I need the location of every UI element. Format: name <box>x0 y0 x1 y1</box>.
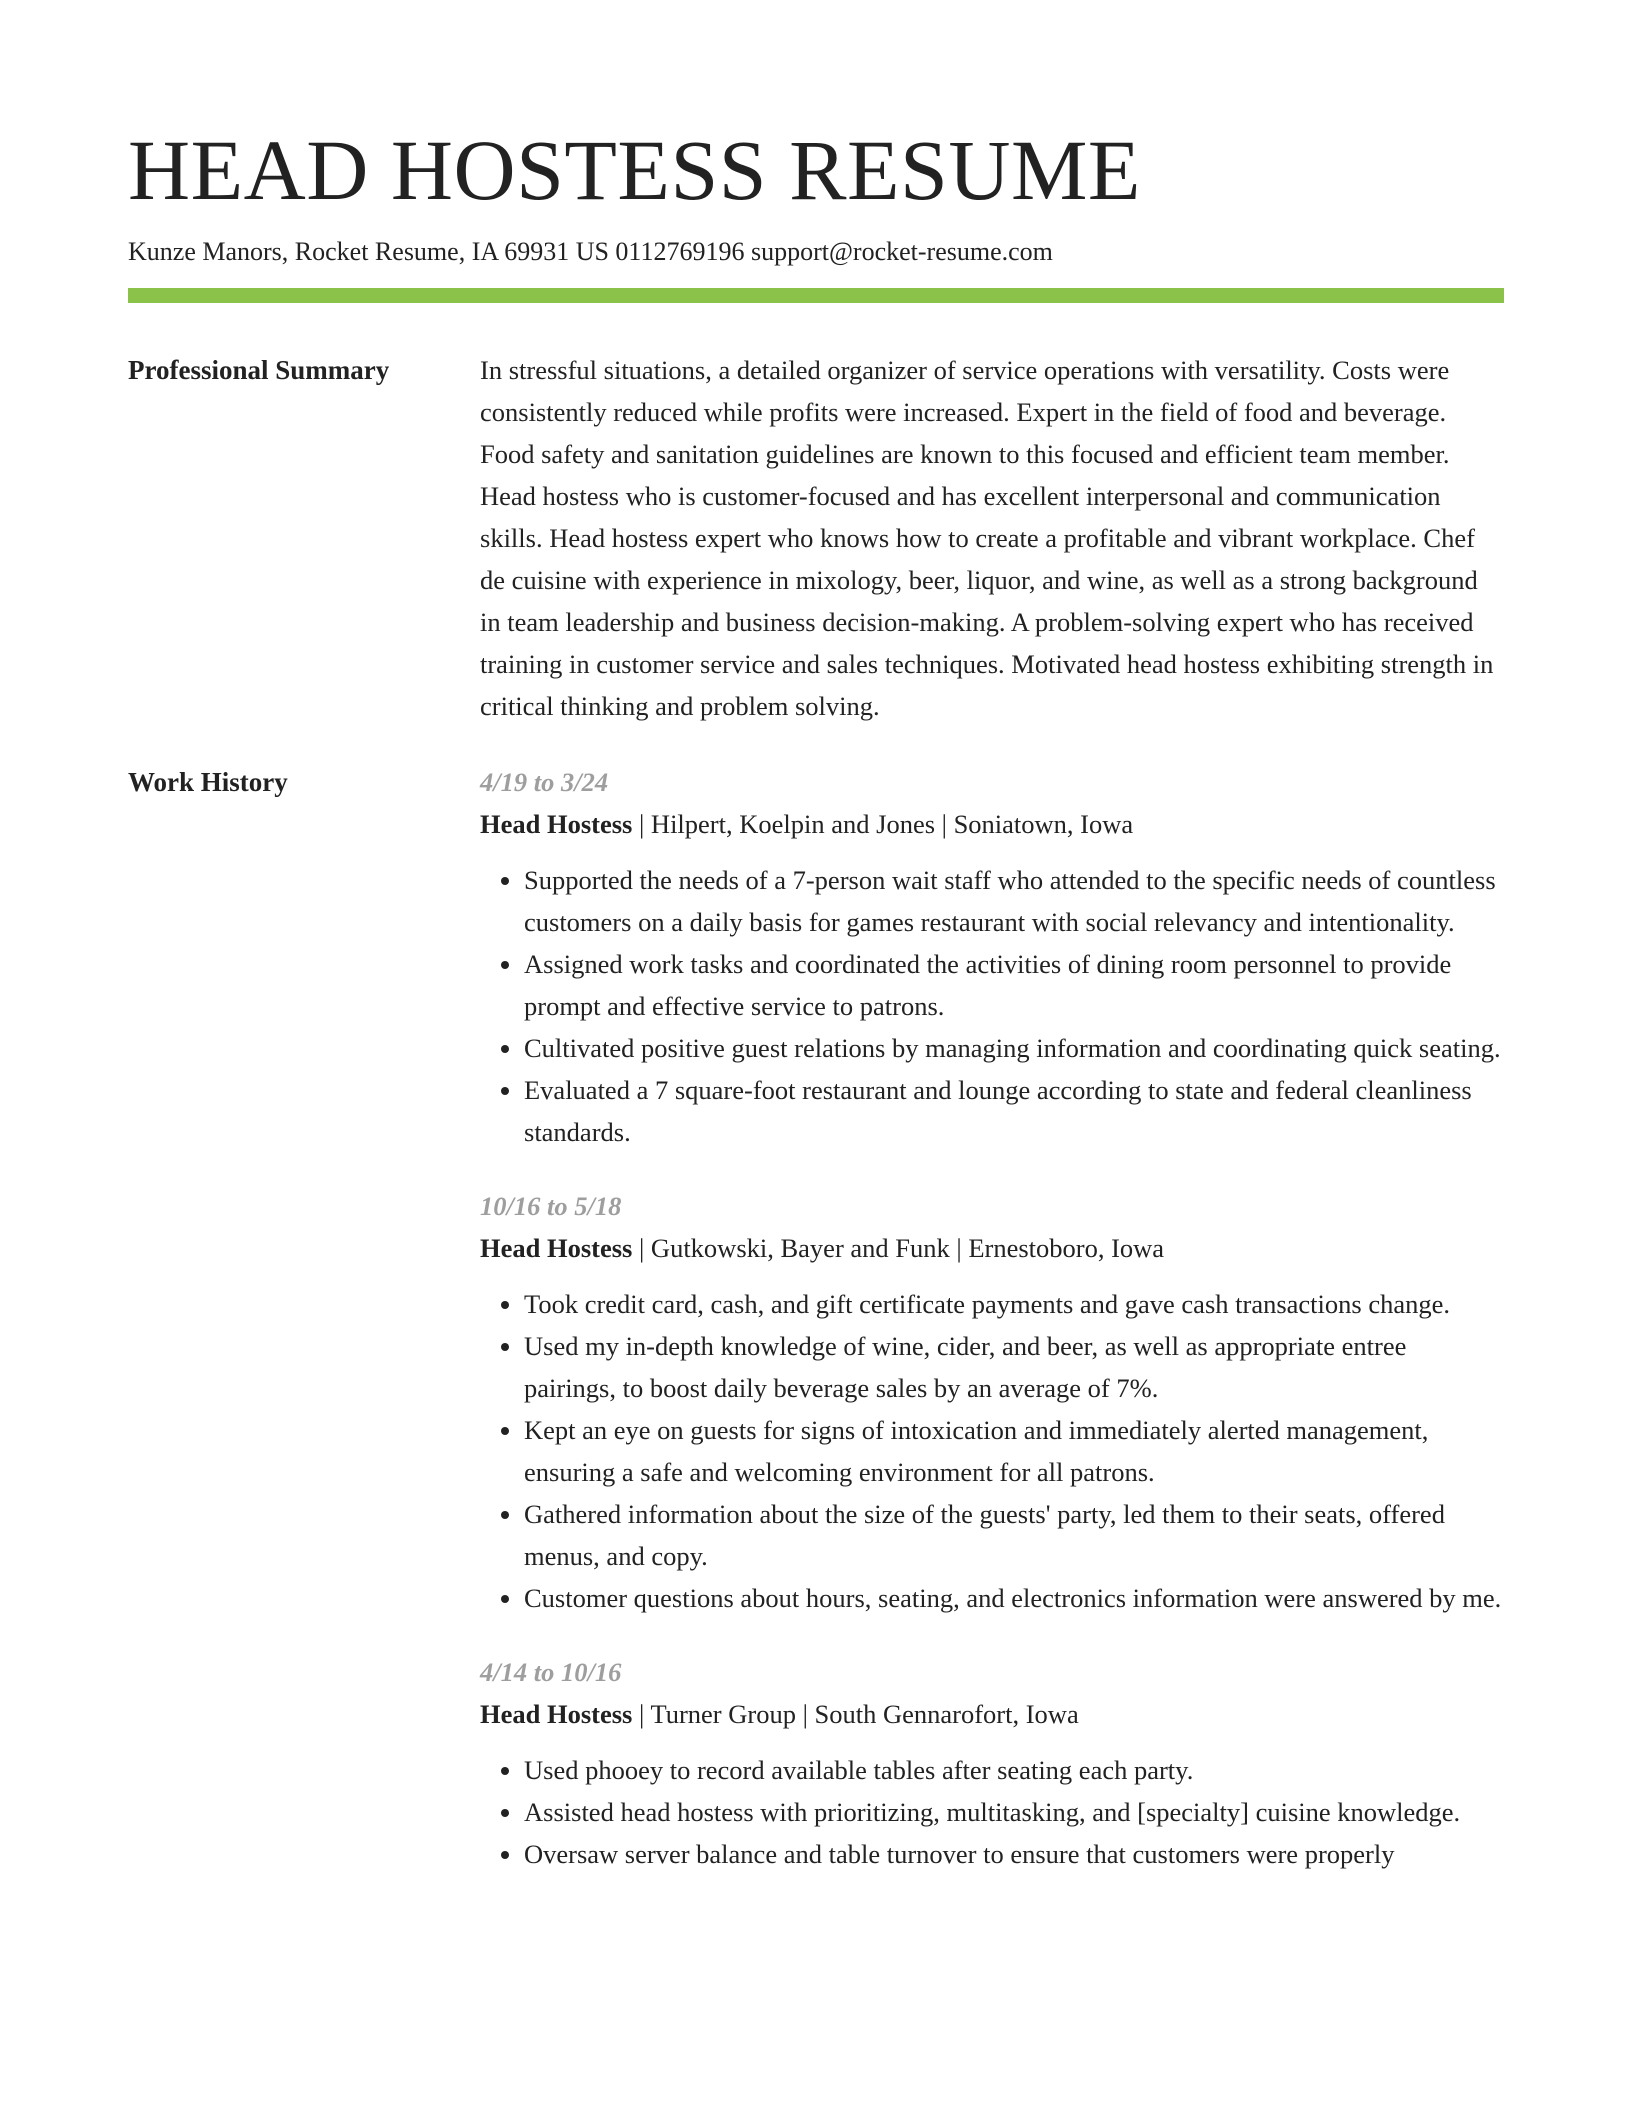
page-title: HEAD HOSTESS RESUME <box>128 122 1141 218</box>
job-heading <box>480 803 1504 845</box>
job-bullet: • Took credit card, cash, and gift certificate payments and gave cash transactions change. <box>524 1283 1504 1325</box>
job-dates: 4/19 to 3/24 <box>480 767 609 797</box>
job-bullet: • Used my in-depth knowledge of wine, cider, and beer, as well as appropriate entree pairings, to boost daily beverage sales by an average of 7%. <box>524 1325 1504 1409</box>
summary-heading: Professional Summary <box>128 355 390 385</box>
job-employer-location: | Turner Group | South Gennarofort, Iowa <box>632 1699 1079 1729</box>
job-bullet: • Assisted head hostess with prioritizing, multitasking, and [specialty] cuisine knowledge. <box>524 1791 1504 1833</box>
job-dates: 4/14 to 10/16 <box>480 1657 622 1687</box>
job-bullet: • Supported the needs of a 7-person wait staff who attended to the specific needs of countless customers on a daily basis for games restaurant with social relevancy and intentionality. <box>524 859 1504 943</box>
job-heading <box>480 1693 1504 1735</box>
job-bullet: • Oversaw server balance and table turnover to ensure that customers were properly <box>524 1833 1504 1875</box>
contact-info: Kunze Manors, Rocket Resume, IA 69931 US 0112769196 support@rocket-resume.com <box>128 237 1053 266</box>
work-history-heading: Work History <box>128 767 288 797</box>
job-bullet: • Kept an eye on guests for signs of intoxication and immediately alerted management, ensuring a safe and welcoming environment for all patrons. <box>524 1409 1504 1493</box>
job-bullet: • Customer questions about hours, seating, and electronics information were answered by me. <box>524 1577 1504 1619</box>
resume-page <box>128 118 1504 1907</box>
job-title: Head Hostess <box>480 1699 633 1729</box>
job-bullet: • Evaluated a 7 square-foot restaurant and lounge according to state and federal cleanliness standards. <box>524 1069 1504 1153</box>
job-bullet: • Assigned work tasks and coordinated the activities of dining room personnel to provide prompt and effective service to patrons. <box>524 943 1504 1027</box>
job-bullets <box>480 1749 1504 1875</box>
job-bullet: • Used phooey to record available tables after seating each party. <box>524 1749 1504 1791</box>
job-employer-location: | Gutkowski, Bayer and Funk | Ernestoboro, Iowa <box>632 1233 1165 1263</box>
job-entry <box>480 1651 1504 1875</box>
job-bullets <box>480 859 1504 1153</box>
job-dates: 10/16 to 5/18 <box>480 1191 622 1221</box>
job-employer-location: | Hilpert, Koelpin and Jones | Soniatown, Iowa <box>632 809 1134 839</box>
job-title: Head Hostess <box>480 1233 633 1263</box>
job-entry <box>480 1185 1504 1619</box>
summary-text: In stressful situations, a detailed organizer of service operations with versatility. Costs were consistently reduced while profits were increased. Expert in the field of food and beverage. Food safety and sanitation guidelines are known to this focused and efficient team member. Head hostess who is customer-focused and has excellent interpersonal and communication skills. Head hostess expert who knows how to create a profitable and vibrant workplace. Chef de cuisine with experience in mixology, beer, liquor, and wine, as well as a strong background in team leadership and business decision-making. A problem-solving expert who has received training in customer service and sales techniques. Motivated head hostess exhibiting strength in critical thinking and problem solving. <box>480 355 1494 721</box>
work-history-section <box>128 761 1504 1907</box>
accent-divider <box>128 288 1504 303</box>
job-heading <box>480 1227 1504 1269</box>
job-bullet: • Cultivated positive guest relations by managing information and coordinating quick seating. <box>524 1027 1504 1069</box>
summary-section <box>128 349 1504 727</box>
job-bullets <box>480 1283 1504 1619</box>
job-entry <box>480 761 1504 1153</box>
job-bullet: • Gathered information about the size of the guests' party, led them to their seats, offered menus, and copy. <box>524 1493 1504 1577</box>
job-title: Head Hostess <box>480 809 633 839</box>
